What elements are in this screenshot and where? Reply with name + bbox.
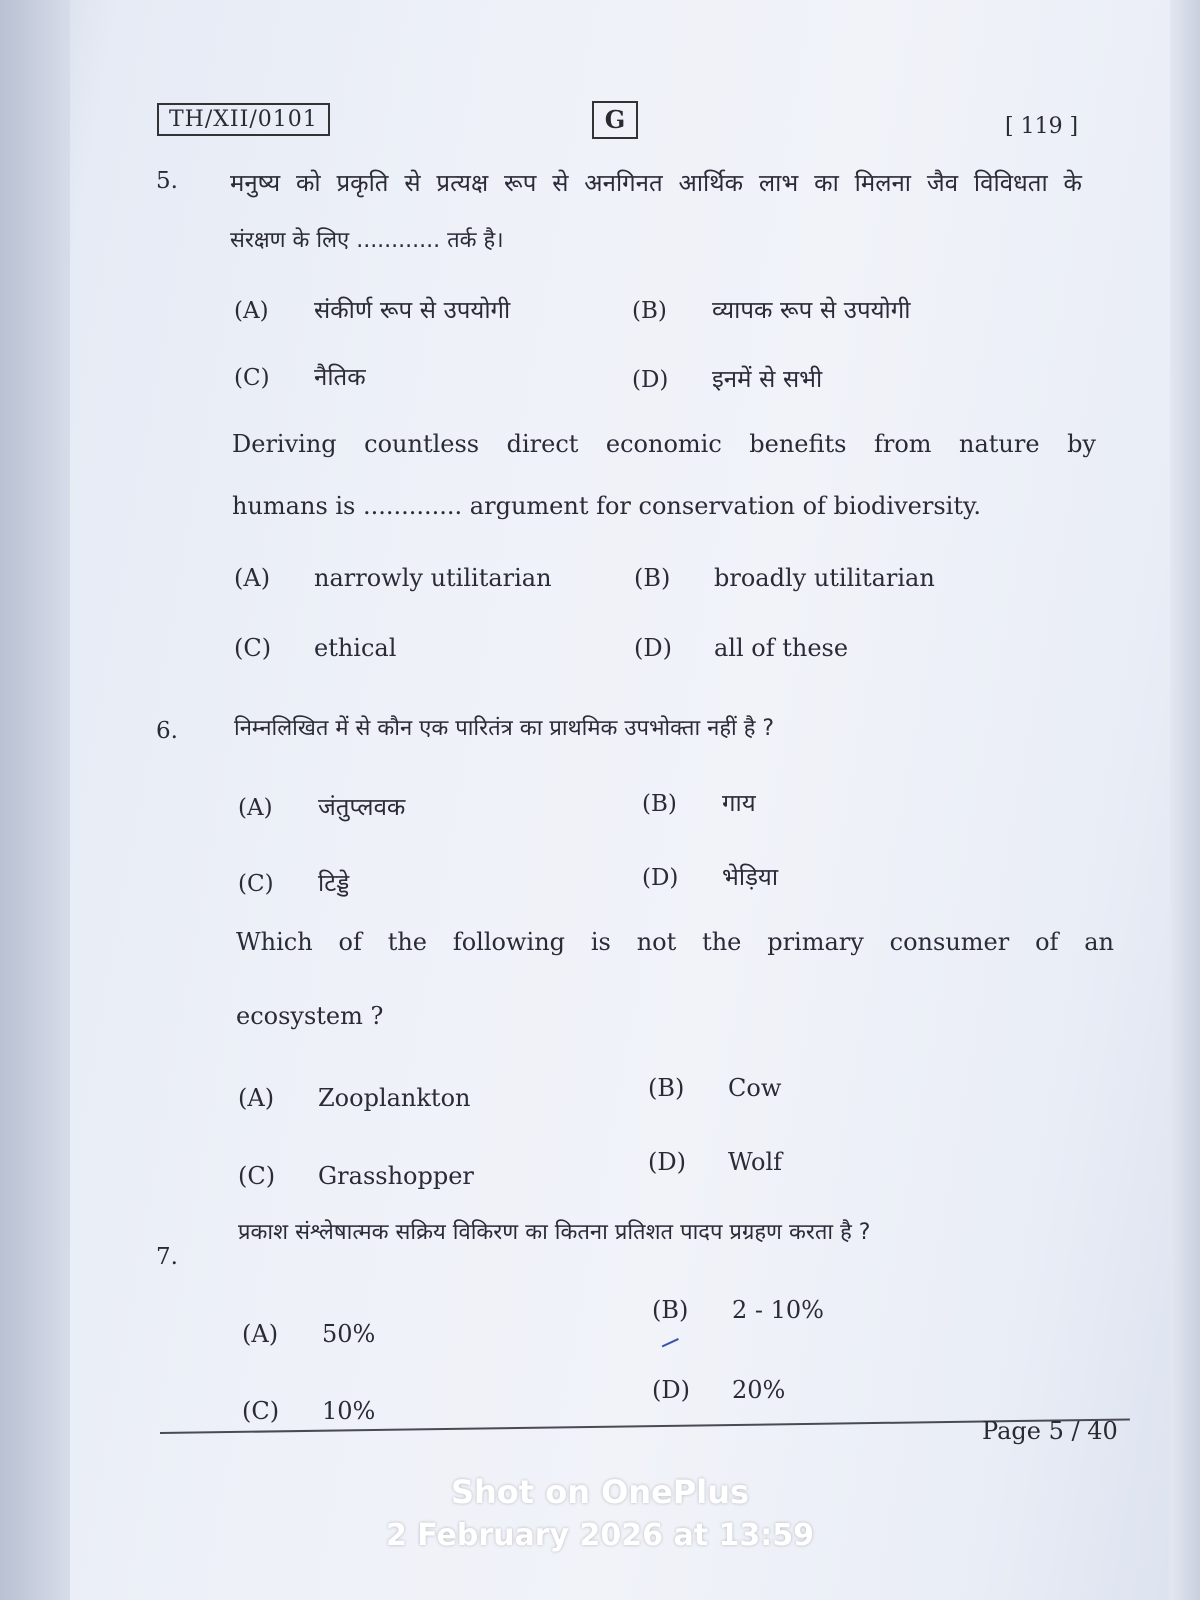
question-number: 5. [156, 168, 178, 194]
option-d: (D) 20% [652, 1376, 786, 1404]
option-d: (D) all of these [634, 634, 849, 662]
option-b: (B) Cow [648, 1074, 782, 1102]
option-b: (B) broadly utilitarian [634, 564, 935, 592]
paper-code: TH/XII/0101 [157, 103, 330, 136]
question-text-hindi: संरक्षण के लिए ............ तर्क है। [230, 228, 504, 253]
option-c: (C) 10% [242, 1397, 376, 1425]
option-a: (A) Zooplankton [238, 1084, 471, 1112]
pen-mark [659, 1333, 679, 1348]
option-d: (D) भेड़िया [642, 863, 779, 891]
option-b: (B) व्यापक रूप से उपयोगी [632, 296, 911, 324]
page-number: Page 5 / 40 [982, 1417, 1118, 1445]
camera-watermark: Shot on OnePlus [450, 1473, 750, 1511]
question-text-english: ecosystem ? [236, 1002, 384, 1030]
option-b: (B) गाय [642, 789, 756, 817]
option-c: (C) नैतिक [234, 363, 366, 391]
option-a: (A) जंतुप्लवक [238, 793, 406, 821]
option-d: (D) Wolf [648, 1148, 783, 1176]
paper-page-ref: [ 119 ] [1005, 114, 1079, 139]
option-b: (B) 2 - 10% [652, 1296, 824, 1324]
question-text-english: Deriving countless direct economic benefits from nature by [232, 430, 1096, 458]
paper-set: G [592, 101, 638, 139]
question-text-hindi: निम्नलिखित में से कौन एक पारितंत्र का प्राथमिक उपभोक्ता नहीं है ? [234, 716, 775, 741]
option-c: (C) Grasshopper [238, 1162, 474, 1190]
question-number: 7. [156, 1244, 178, 1270]
option-c: (C) टिड्डे [238, 869, 350, 897]
question-text-english: Which of the following is not the primary consumer of an [236, 928, 1114, 956]
question-text-english: humans is ............. argument for conservation of biodiversity. [232, 492, 981, 520]
camera-timestamp: 2 February 2026 at 13:59 [385, 1518, 815, 1553]
option-a: (A) संकीर्ण रूप से उपयोगी [234, 296, 511, 324]
option-c: (C) ethical [234, 634, 397, 662]
option-a: (A) 50% [242, 1320, 376, 1348]
question-text-hindi: मनुष्य को प्रकृति से प्रत्यक्ष रूप से अनगिनत आर्थिक लाभ का मिलना जैव विविधता के [230, 169, 1082, 197]
option-a: (A) narrowly utilitarian [234, 564, 552, 592]
question-text-hindi: प्रकाश संश्लेषात्मक सक्रिय विकिरण का कितना प्रतिशत पादप प्रग्रहण करता है ? [238, 1220, 871, 1245]
option-d: (D) इनमें से सभी [632, 365, 823, 393]
question-number: 6. [156, 718, 178, 744]
